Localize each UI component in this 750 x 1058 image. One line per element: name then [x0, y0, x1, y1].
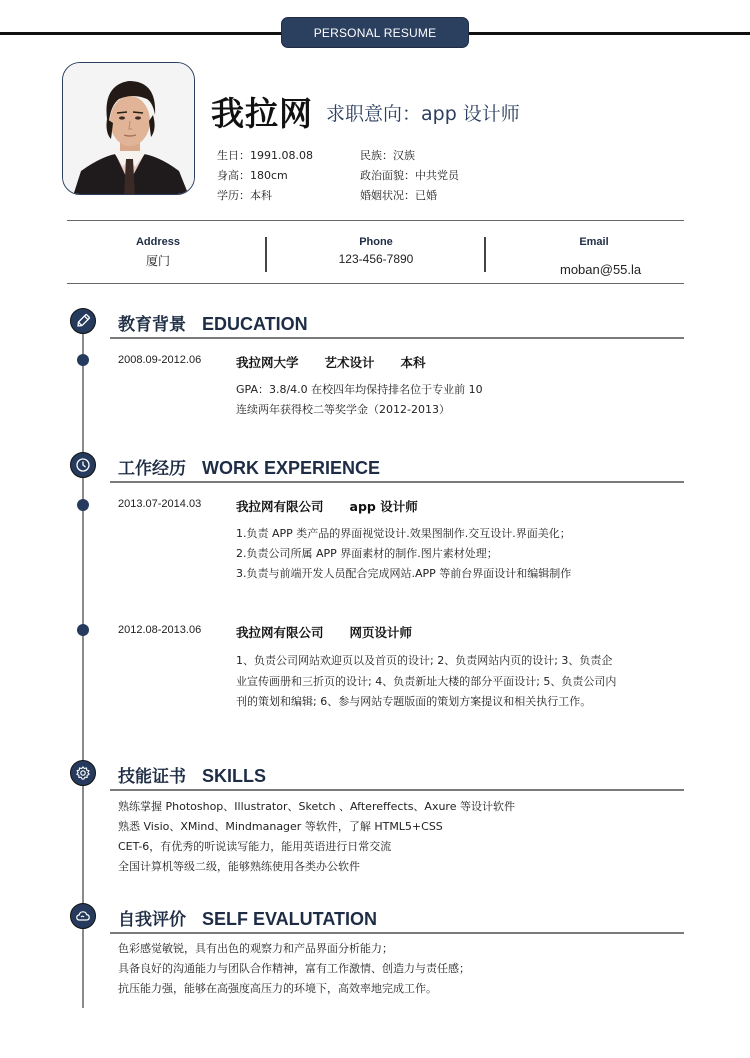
badge-label: PERSONAL RESUME	[313, 25, 437, 40]
cloud-icon	[70, 903, 96, 929]
scholarship-line: 连续两年获得校二等奖学金（2012-2013）	[236, 403, 450, 416]
gear-icon	[70, 760, 96, 786]
contact-divider	[484, 237, 486, 272]
duty-line: 3.负责与前端开发人员配合完成网站.APP 等前台界面设计和编辑制作	[236, 567, 572, 580]
section-title-education	[118, 310, 308, 335]
personal-info-left	[217, 146, 313, 206]
political-status: 政治面貌：中共党员	[360, 169, 459, 182]
contact-rule-bottom	[67, 283, 684, 284]
education-heading	[236, 353, 452, 371]
degree: 本科	[400, 355, 426, 370]
section-title-cn: 教育背景	[118, 315, 186, 335]
section-title-en: EDUCATION	[202, 314, 308, 334]
duty-line: 业宣传画册和三折页的设计; 4、负责新址大楼的部分平面设计; 5、负责公司内	[236, 674, 617, 688]
birthday: 生日：1991.08.08	[217, 149, 313, 162]
work-duties	[236, 524, 571, 584]
portrait-image	[63, 63, 195, 195]
job-intent: 求职意向：app 设计师	[326, 103, 520, 125]
section-title-en: SELF EVALUTATION	[202, 909, 377, 929]
education-details	[236, 380, 483, 420]
work-date: 2013.07-2014.03	[118, 498, 202, 510]
self-evaluation-list	[118, 939, 470, 999]
section-title-work	[118, 454, 380, 479]
major: 艺术设计	[324, 355, 375, 370]
section-rule	[110, 481, 684, 483]
skill-line: 熟悉 Visio、XMind、Mindmanager 等软件，了解 HTML5+CSS	[118, 820, 443, 833]
contact-rule-top	[67, 220, 684, 221]
contact-email	[560, 236, 642, 277]
section-rule	[110, 932, 684, 934]
section-title-cn: 工作经历	[118, 459, 186, 479]
duty-line: 1.负责 APP 类产品的界面视觉设计.效果图制作.交互设计.界面美化；	[236, 527, 571, 540]
contact-address	[108, 236, 208, 269]
work-heading	[236, 497, 444, 515]
education-level: 学历：本科	[217, 189, 272, 202]
address-label: Address	[135, 236, 181, 248]
profile-photo	[62, 62, 195, 195]
personal-resume-badge	[281, 17, 469, 48]
evaluation-line: 抗压能力强，能够在高强度高压力的环境下，高效率地完成工作。	[118, 982, 437, 995]
ethnicity: 民族：汉族	[360, 149, 415, 162]
school-name: 我拉网大学	[236, 355, 299, 370]
section-title-self-evaluation	[118, 905, 377, 930]
job-role: app 设计师	[349, 499, 418, 514]
email-label: Email	[579, 236, 609, 248]
section-title-en: WORK EXPERIENCE	[202, 458, 381, 478]
marital-status: 婚姻状况：已婚	[360, 189, 437, 202]
section-title-cn: 技能证书	[118, 767, 186, 787]
candidate-name: 我拉网	[211, 94, 313, 133]
gpa-line: GPA：3.8/4.0 在校四年均保持排名位于专业前 10	[236, 383, 483, 396]
section-title-en: SKILLS	[202, 766, 267, 786]
phone-value: 123-456-7890	[338, 252, 414, 266]
section-rule	[110, 789, 684, 791]
timeline-dot	[77, 499, 89, 511]
work-date: 2012.08-2013.06	[118, 624, 202, 636]
job-role: 网页设计师	[349, 625, 413, 640]
height: 身高：180cm	[217, 169, 288, 182]
skill-line: 全国计算机等级二级，能够熟练使用各类办公软件	[118, 860, 360, 873]
personal-info-right	[360, 146, 459, 206]
section-rule	[110, 337, 684, 339]
company-name: 我拉网有限公司	[236, 499, 324, 514]
work-duties	[236, 651, 626, 713]
contact-phone	[326, 236, 426, 266]
work-heading	[236, 623, 438, 641]
contact-divider	[265, 237, 267, 272]
skills-list	[118, 797, 515, 877]
education-date: 2008.09-2012.06	[118, 354, 202, 366]
skill-line: 熟练掌握 Photoshop、Illustrator、Sketch 、Aftereffects、Axure 等设计软件	[118, 800, 515, 813]
skill-line: CET-6，有优秀的听说读写能力，能用英语进行日常交流	[118, 840, 392, 853]
duty-line: 1、负责公司网站欢迎页以及首页的设计; 2、负责网站内页的设计; 3、负责企	[236, 654, 613, 667]
section-title-cn: 自我评价	[118, 910, 186, 930]
timeline-dot	[77, 354, 89, 366]
evaluation-line: 色彩感觉敏锐，具有出色的观察力和产品界面分析能力；	[118, 942, 393, 955]
duty-line: 2.负责公司所属 APP 界面素材的制作.图片素材处理；	[236, 547, 498, 560]
duty-line: 刊的策划和编辑; 6、参与网站专题版面的策划方案提议和相关执行工作。	[236, 695, 592, 708]
email-value: moban@55.la	[560, 262, 642, 277]
pencil-icon	[70, 308, 96, 334]
clock-icon	[70, 452, 96, 478]
timeline-dot	[77, 624, 89, 636]
phone-label: Phone	[359, 236, 393, 248]
address-value: 厦门	[145, 254, 170, 268]
section-title-skills	[118, 762, 266, 787]
evaluation-line: 具备良好的沟通能力与团队合作精神，富有工作激情、创造力与责任感；	[118, 962, 470, 975]
company-name: 我拉网有限公司	[236, 625, 324, 640]
